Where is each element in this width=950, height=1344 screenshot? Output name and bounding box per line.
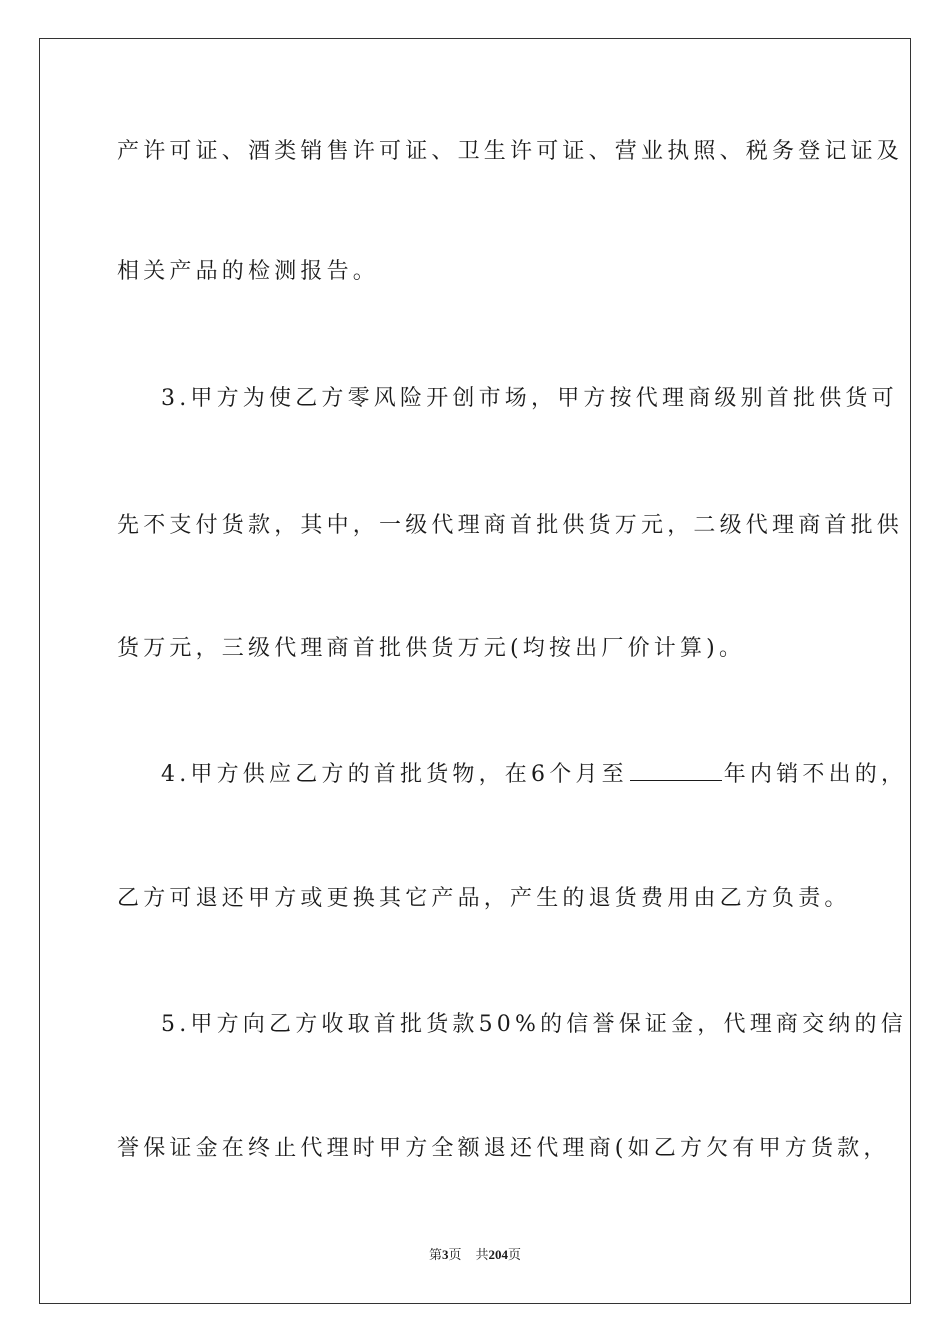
text-line-9: 誉保证金在终止代理时甲方全额退还代理商(如乙方欠有甲方货款，: [117, 1136, 890, 1161]
page-border: [39, 38, 911, 1304]
item4-text-before: 4.甲方供应乙方的首批货物，在6个月至: [161, 762, 628, 787]
page-prefix: 第: [428, 1247, 442, 1262]
text-line-5: 货万元，三级代理商首批供货万元(均按出厂价计算)。: [117, 636, 746, 661]
fill-in-blank[interactable]: [630, 760, 722, 781]
page-footer: [0, 1244, 950, 1263]
text-line-item-3: 3.甲方为使乙方零风险开创市场，甲方按代理商级别首批供货可: [161, 386, 898, 411]
text-line-1: 产许可证、酒类销售许可证、卫生许可证、营业执照、税务登记证及: [117, 139, 904, 164]
text-line-2: 相关产品的检测报告。: [117, 259, 380, 284]
total-suffix: 页: [508, 1247, 522, 1262]
text-line-4: 先不支付货款，其中，一级代理商首批供货万元，二级代理商首批供: [117, 513, 904, 538]
item4-text-after: 年内销不出的，: [723, 762, 908, 787]
total-prefix: 共: [475, 1247, 489, 1262]
text-line-item-4: [161, 760, 908, 790]
text-line-item-5: 5.甲方向乙方收取首批货款50%的信誉保证金，代理商交纳的信: [161, 1012, 907, 1037]
page-suffix: 页: [448, 1247, 462, 1262]
total-pages: 204: [488, 1247, 509, 1262]
page-number: 3: [441, 1247, 449, 1262]
text-line-7: 乙方可退还甲方或更换其它产品，产生的退货费用由乙方负责。: [117, 886, 851, 911]
